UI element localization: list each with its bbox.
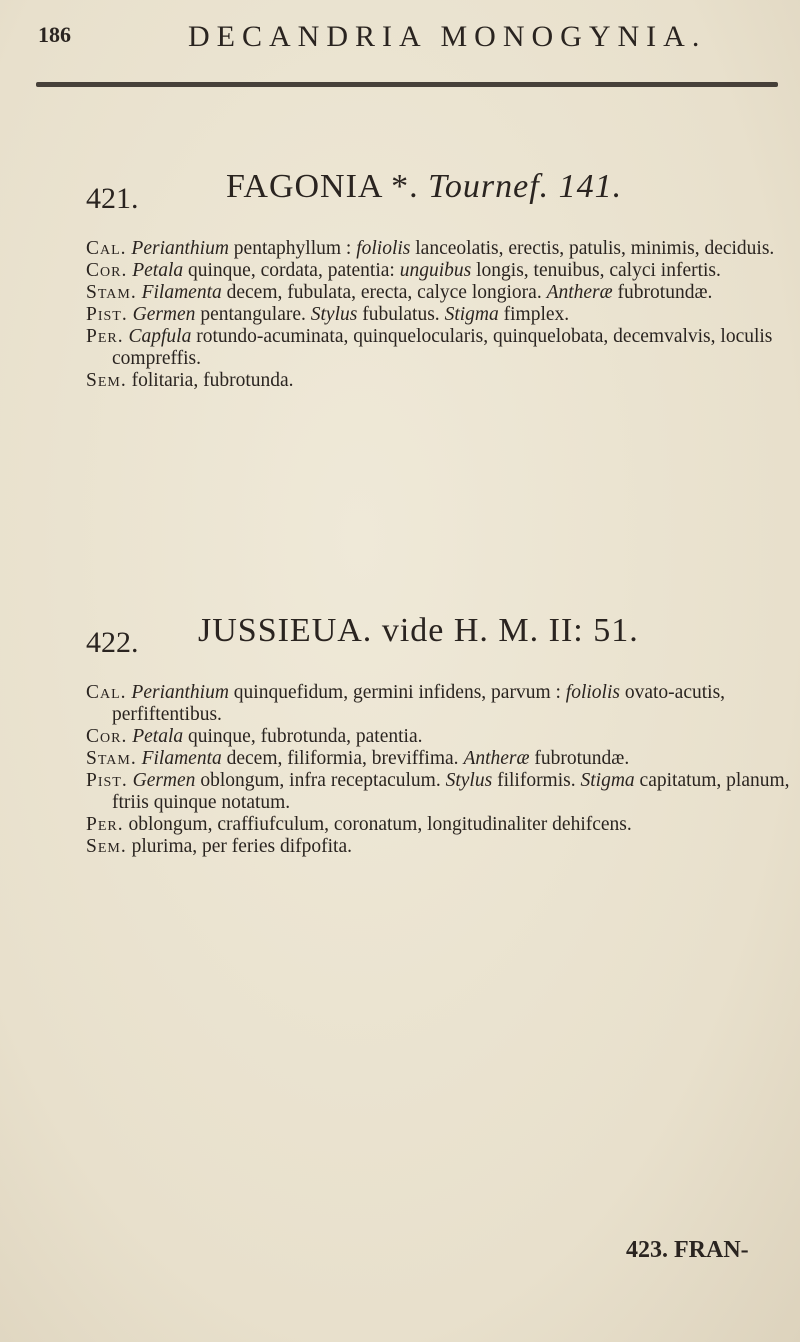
organ-term: Petala xyxy=(132,726,184,747)
entry-abbreviation: Cor. xyxy=(86,260,128,281)
organ-term: Stigma xyxy=(444,304,499,325)
entry-text: pentaphyllum : xyxy=(228,238,357,259)
character-entry xyxy=(86,682,800,726)
entry-text: quinque, cordata, patentia: xyxy=(183,260,400,281)
entry-abbreviation: Sem. xyxy=(86,836,127,857)
page-number: 186 xyxy=(38,22,71,47)
entry-abbreviation: Per. xyxy=(86,814,124,835)
character-entry xyxy=(86,304,800,326)
entry-text: pentangulare. xyxy=(195,304,311,325)
organ-term: Perianthium xyxy=(131,238,229,259)
genus-number: 421. xyxy=(86,182,139,215)
entry-text: oblongum, infra receptaculum. xyxy=(195,770,446,791)
entry-text: longis, tenuibus, calyci infertis. xyxy=(471,260,721,281)
genus-name xyxy=(226,168,622,206)
organ-term: Perianthium xyxy=(131,682,229,703)
entry-text: plurima, per feries difpofita. xyxy=(131,836,352,857)
entry-text: ovato-acutis, perfiftentibus. xyxy=(112,682,726,725)
entry-abbreviation: Per. xyxy=(86,326,124,347)
entry-abbreviation: Cal. xyxy=(86,238,127,259)
entry-text: fubrotundæ. xyxy=(529,748,630,769)
entry-text: filiformis. xyxy=(492,770,581,791)
organ-term: unguibus xyxy=(399,260,472,281)
organ-term: Antheræ xyxy=(546,282,613,303)
entry-text: oblongum, craffiufculum, coronatum, longitudinaliter dehifcens. xyxy=(128,814,632,835)
character-entry xyxy=(86,836,800,858)
entry-text: fimplex. xyxy=(498,304,570,325)
entry-text: quinquefidum, germini infidens, parvum : xyxy=(228,682,566,703)
character-list xyxy=(86,682,790,858)
genus-fagonia xyxy=(86,168,776,392)
organ-term: foliolis xyxy=(565,682,620,703)
genus-reference: Tournef. 141. xyxy=(428,168,623,205)
character-entry xyxy=(86,770,800,814)
organ-term: Stigma xyxy=(580,770,635,791)
character-entry xyxy=(86,748,800,770)
entry-text: rotundo-acuminata, quinquelocularis, quinquelobata, decemvalvis, loculis compreffis. xyxy=(112,326,773,369)
organ-term: Filamenta xyxy=(141,282,222,303)
genus-name xyxy=(198,612,639,650)
entry-abbreviation: Pist. xyxy=(86,304,128,325)
genus-title: JUSSIEUA. xyxy=(198,612,373,649)
organ-term: Petala xyxy=(132,260,184,281)
catchword: 423. FRAN- xyxy=(626,1237,749,1263)
organ-term: Antheræ xyxy=(463,748,530,769)
genus-title: FAGONIA *. xyxy=(226,168,419,205)
running-title: DECANDRIA MONOGYNIA. xyxy=(188,20,707,53)
genus-reference: vide H. M. II: 51. xyxy=(381,612,639,649)
header-rule xyxy=(36,82,778,87)
entry-text: fubulatus. xyxy=(357,304,445,325)
entry-text: folitaria, fubrotunda. xyxy=(131,370,294,391)
entry-abbreviation: Stam. xyxy=(86,282,137,303)
character-list xyxy=(86,238,776,392)
entry-text: quinque, fubrotunda, patentia. xyxy=(183,726,423,747)
entry-abbreviation: Sem. xyxy=(86,370,127,391)
entry-abbreviation: Stam. xyxy=(86,748,137,769)
character-entry xyxy=(86,370,800,392)
character-entry xyxy=(86,726,800,748)
character-entry xyxy=(86,282,800,304)
entry-text: decem, fubulata, erecta, calyce longiora. xyxy=(221,282,547,303)
character-entry xyxy=(86,814,800,836)
organ-term: Germen xyxy=(132,770,196,791)
genus-heading xyxy=(86,168,776,228)
character-entry xyxy=(86,238,800,260)
entry-abbreviation: Cor. xyxy=(86,726,128,747)
organ-term: foliolis xyxy=(356,238,411,259)
entry-text: fubrotundæ. xyxy=(612,282,713,303)
organ-term: Germen xyxy=(132,304,196,325)
entry-abbreviation: Pist. xyxy=(86,770,128,791)
genus-heading xyxy=(86,612,776,672)
organ-term: Filamenta xyxy=(141,748,222,769)
entry-abbreviation: Cal. xyxy=(86,682,127,703)
organ-term: Stylus xyxy=(310,304,358,325)
entry-text: decem, filiformia, breviffima. xyxy=(221,748,464,769)
organ-term: Stylus xyxy=(445,770,493,791)
character-entry xyxy=(86,326,800,370)
entry-text: capitatum, planum, ftriis quinque notatum. xyxy=(112,770,790,813)
organ-term: Capfula xyxy=(128,326,192,347)
running-head xyxy=(38,20,778,60)
genus-number: 422. xyxy=(86,626,139,659)
character-entry xyxy=(86,260,800,282)
entry-text: lanceolatis, erectis, patulis, minimis, deciduis. xyxy=(410,238,775,259)
genus-jussieua xyxy=(86,612,790,858)
